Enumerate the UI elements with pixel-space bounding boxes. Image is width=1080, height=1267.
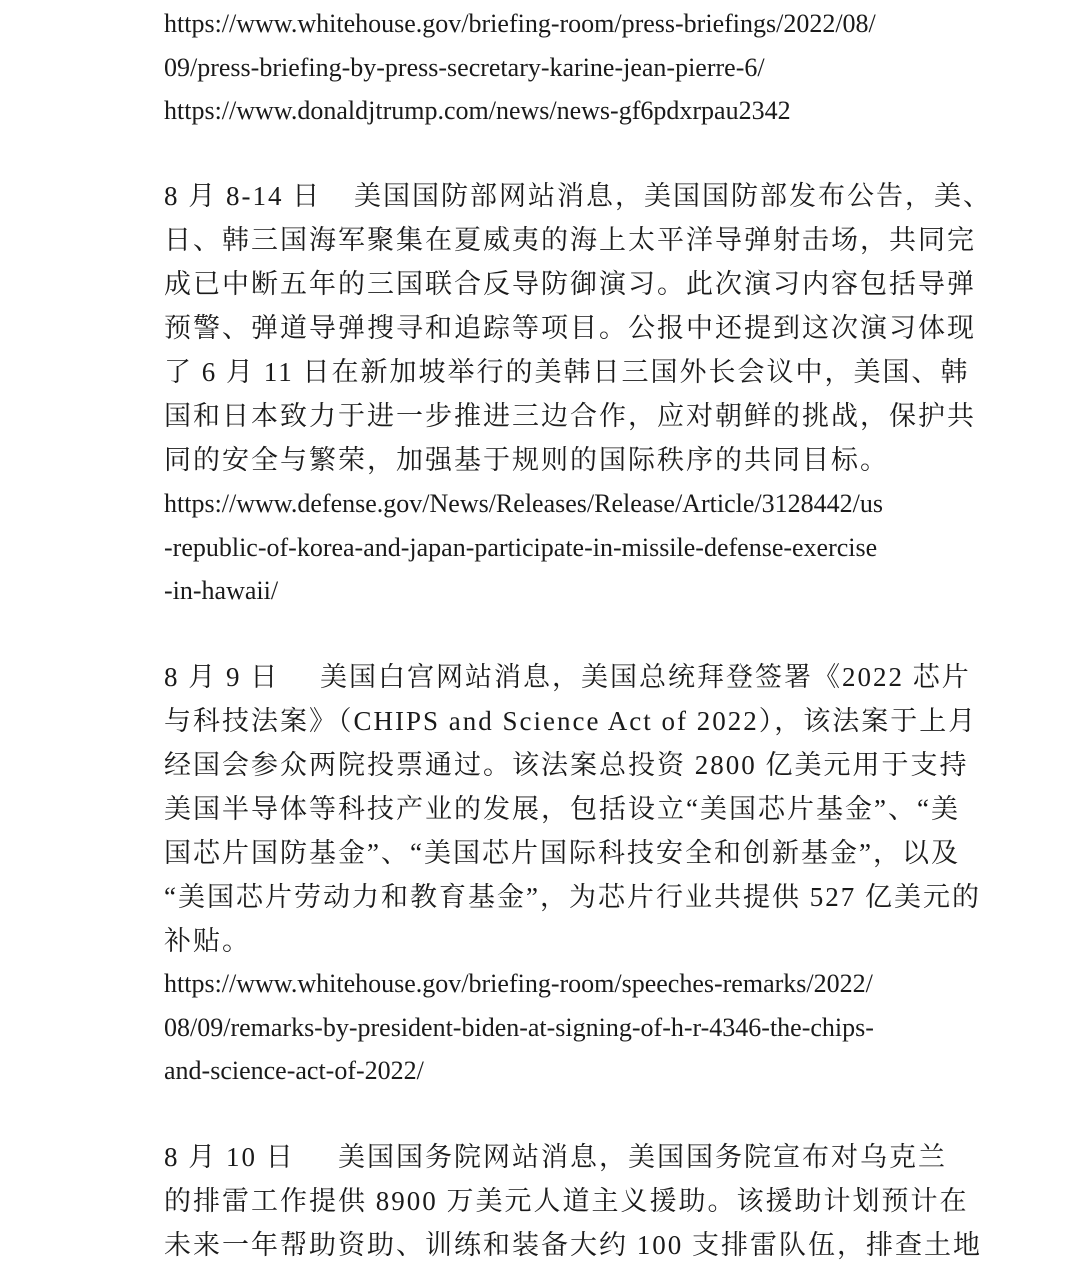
entry-text: 美国国防部网站消息，美国国防部发布公告，美、 bbox=[354, 181, 992, 211]
entry-text-line: 的排雷工作提供 8900 万美元人道主义援助。该援助计划预计在 bbox=[164, 1186, 969, 1216]
entry-text-line: 预警、弹道导弹搜寻和追踪等项目。公报中还提到这次演习体现 bbox=[164, 313, 976, 343]
entry-text-line: 同的安全与繁荣，加强基于规则的国际秩序的共同目标。 bbox=[164, 445, 889, 475]
source-url-line[interactable]: -republic-of-korea-and-japan-participate-in-missile-defense-exercise bbox=[164, 533, 878, 562]
source-url-line[interactable]: 08/09/remarks-by-president-biden-at-signing-of-h-r-4346-the-chips- bbox=[164, 1013, 874, 1042]
entry-text-line: 与科技法案》（CHIPS and Science Act of 2022），该法案于上月 bbox=[164, 706, 978, 736]
source-url-line[interactable]: https://www.whitehouse.gov/briefing-room/speeches-remarks/2022/ bbox=[164, 969, 873, 998]
entry-text-line: 了 6 月 11 日在新加坡举行的美韩日三国外长会议中，美国、韩 bbox=[164, 357, 970, 387]
entry-date: 8 月 10 日 bbox=[164, 1142, 295, 1172]
source-url-line[interactable]: 09/press-briefing-by-press-secretary-karine-jean-pierre-6/ bbox=[164, 53, 765, 82]
entry-text-line: 未来一年帮助资助、训练和装备大约 100 支排雷队伍，排查土地 bbox=[164, 1230, 982, 1260]
entry-text: 美国白宫网站消息，美国总统拜登签署《2022 芯片 bbox=[320, 662, 971, 692]
source-url-line[interactable]: -in-hawaii/ bbox=[164, 576, 279, 605]
source-url-line[interactable]: https://www.donaldjtrump.com/news/news-gf6pdxrpau2342 bbox=[164, 96, 791, 125]
entry-text: 美国国务院网站消息，美国国务院宣布对乌克兰 bbox=[338, 1142, 947, 1172]
entry-text-line: 日、韩三国海军聚集在夏威夷的海上太平洋导弹射击场，共同完 bbox=[164, 225, 976, 255]
source-url-line[interactable]: https://www.whitehouse.gov/briefing-room/press-briefings/2022/08/ bbox=[164, 9, 876, 38]
entry-text-line: 成已中断五年的三国联合反导防御演习。此次演习内容包括导弹 bbox=[164, 269, 976, 299]
entry-first-line bbox=[164, 174, 992, 218]
entry-text-line: “美国芯片劳动力和教育基金”，为芯片行业共提供 527 亿美元的 bbox=[164, 882, 981, 912]
entry-text-line: 国和日本致力于进一步推进三边合作，应对朝鲜的挑战，保护共 bbox=[164, 401, 976, 431]
entry-first-line bbox=[164, 1135, 947, 1179]
source-url-line[interactable]: https://www.defense.gov/News/Releases/Release/Article/3128442/us bbox=[164, 489, 883, 518]
entry-date: 8 月 9 日 bbox=[164, 662, 280, 692]
entry-text-line: 补贴。 bbox=[164, 926, 251, 956]
entry-date: 8 月 8-14 日 bbox=[164, 181, 322, 211]
entry-text-line: 美国半导体等科技产业的发展，包括设立“美国芯片基金”、“美 bbox=[164, 794, 960, 824]
entry-text-line: 国芯片国防基金”、“美国芯片国际科技安全和创新基金”，以及 bbox=[164, 838, 960, 868]
entry-text-line: 经国会参众两院投票通过。该法案总投资 2800 亿美元用于支持 bbox=[164, 750, 969, 780]
entry-first-line bbox=[164, 655, 971, 699]
source-url-line[interactable]: and-science-act-of-2022/ bbox=[164, 1056, 424, 1085]
